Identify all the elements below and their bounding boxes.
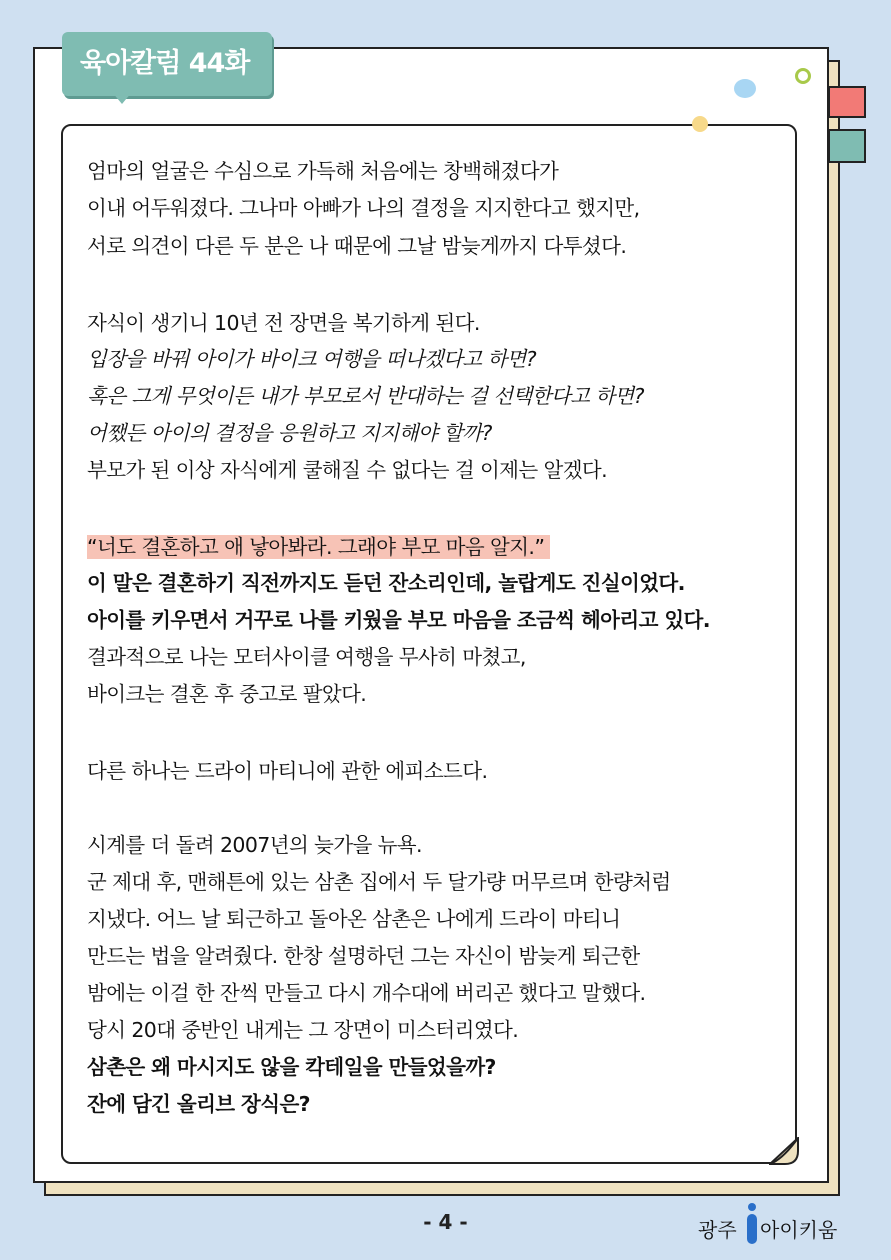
text-line: 결과적으로 나는 모터사이클 여행을 무사히 마쳤고, bbox=[87, 645, 526, 669]
text-line: 자식이 생기니 10년 전 장면을 복기하게 된다. bbox=[87, 311, 480, 335]
text-line: 밤에는 이걸 한 잔씩 만들고 다시 개수대에 버리곤 했다고 말했다. bbox=[87, 981, 646, 1005]
page-number: - 4 - bbox=[423, 1210, 468, 1234]
text-line: 서로 의견이 다른 두 분은 나 때문에 그날 밤늦게까지 다투셨다. bbox=[87, 234, 627, 258]
text-line-bold: 아이를 키우면서 거꾸로 나를 키웠을 부모 마음을 조금씩 헤아리고 있다. bbox=[87, 608, 710, 632]
text-line-bold: 이 말은 결혼하기 직전까지도 듣던 잔소리인데, 놀랍게도 진실이었다. bbox=[87, 571, 685, 595]
quote-highlight: “너도 결혼하고 애 낳아봐라. 그래야 부모 마음 알지.” bbox=[87, 535, 550, 559]
blue-dot-decoration bbox=[734, 79, 756, 98]
yellow-dot-decoration bbox=[692, 116, 708, 132]
logo-text-left: 광주 bbox=[698, 1218, 737, 1242]
text-line: 엄마의 얼굴은 수심으로 가득해 처음에는 창백해졌다가 bbox=[87, 159, 559, 183]
text-line: 지냈다. 어느 날 퇴근하고 돌아온 삼촌은 나에게 드라이 마티니 bbox=[87, 907, 621, 931]
text-line-italic: 어쨌든 아이의 결정을 응원하고 지지해야 할까? bbox=[87, 421, 492, 445]
text-line-italic: 입장을 바꿔 아이가 바이크 여행을 떠나겠다고 하면? bbox=[87, 347, 537, 371]
gwangju-ikium-logo bbox=[698, 1200, 848, 1250]
column-title: 육아칼럼 44화 bbox=[80, 48, 250, 79]
text-line: 당시 20대 중반인 내게는 그 장면이 미스터리였다. bbox=[87, 1018, 519, 1042]
page-fold-icon bbox=[769, 1137, 799, 1165]
text-line-bold: 잔에 담긴 올리브 장식은? bbox=[87, 1092, 310, 1116]
text-line: 군 제대 후, 맨해튼에 있는 삼촌 집에서 두 달가량 머무르며 한량처럼 bbox=[87, 870, 671, 894]
text-line: 만드는 법을 알려줬다. 한창 설명하던 그는 자신이 밤늦게 퇴근한 bbox=[87, 944, 640, 968]
text-line-italic: 혹은 그게 무엇이든 내가 부모로서 반대하는 걸 선택한다고 하면? bbox=[87, 384, 644, 408]
quote-line bbox=[87, 532, 550, 562]
text-line: 이내 어두워졌다. 그나마 아빠가 나의 결정을 지지한다고 했지만, bbox=[87, 196, 640, 220]
tab-teal bbox=[828, 129, 866, 163]
text-line: 부모가 된 이상 자식에게 쿨해질 수 없다는 걸 이제는 알겠다. bbox=[87, 458, 608, 482]
tab-red bbox=[828, 86, 866, 118]
person-icon bbox=[744, 1202, 760, 1246]
text-line-bold: 삼촌은 왜 마시지도 않을 칵테일을 만들었을까? bbox=[87, 1055, 496, 1079]
title-badge-tail bbox=[112, 92, 132, 104]
text-line: 바이크는 결혼 후 중고로 팔았다. bbox=[87, 682, 367, 706]
text-line: 시계를 더 돌려 2007년의 늦가을 뉴욕. bbox=[87, 833, 422, 857]
logo-text-right: 아이키움 bbox=[760, 1218, 838, 1242]
text-line: 다른 하나는 드라이 마티니에 관한 에피소드다. bbox=[87, 759, 488, 783]
green-ring-decoration bbox=[795, 68, 811, 84]
